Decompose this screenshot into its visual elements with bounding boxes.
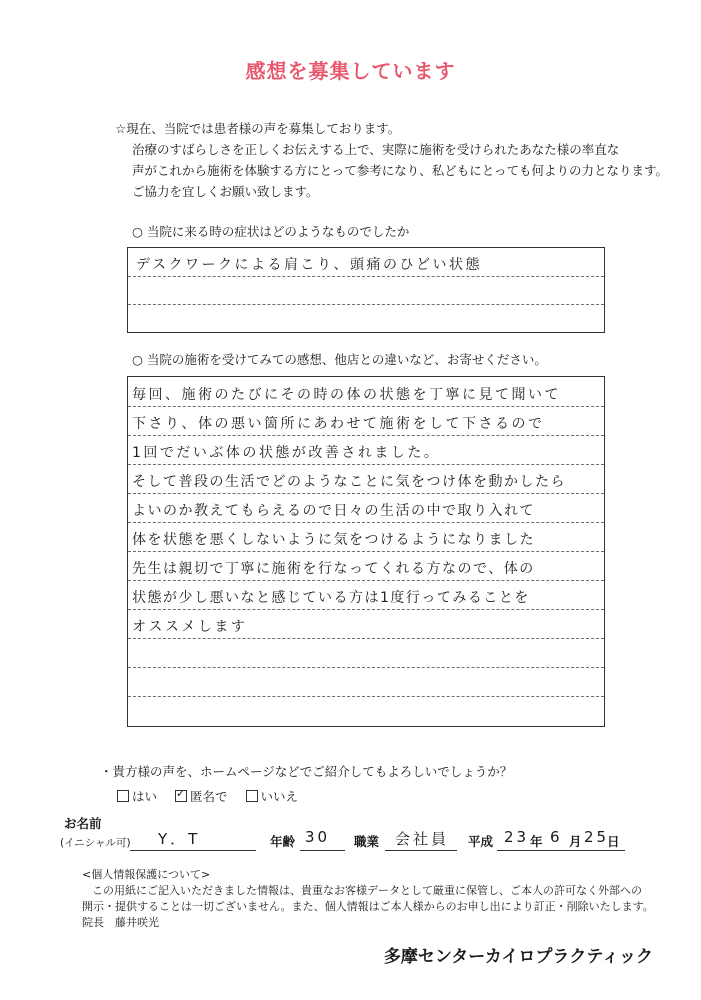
- ruled-line: [128, 276, 604, 277]
- job-underline: [385, 850, 457, 851]
- impressions-answer-line: 体を状態を悪くしないように気をつけるようになりました: [132, 532, 535, 548]
- checkbox-icon[interactable]: [117, 790, 129, 802]
- privacy-line: 開示・提供することは一切ございません。また、個人情報はご本人様からのお申し出により訂正・削除いたします。: [82, 900, 654, 913]
- impressions-answer-line: よいのか教えてもらえるので日々の生活の中で取り入れて: [132, 503, 535, 519]
- privacy-notice: [82, 867, 654, 931]
- checked-checkbox-icon[interactable]: [175, 790, 187, 802]
- job-value: 会社員: [395, 830, 450, 848]
- intro-line: 治療のすばらしさを正しくお伝えする上で、実際に施術を受けられたあなた様の率直な: [132, 142, 620, 157]
- name-value: Y．T: [158, 830, 201, 848]
- age-underline: [300, 850, 345, 851]
- consent-question: ・貴方様の声を、ホームページなどでご紹介してもよろしいでしょうか？: [100, 764, 513, 779]
- impressions-answer-line: 状態が少し悪いなと感じている方は1度行ってみることを: [132, 590, 530, 606]
- question-symptoms-label: ○ 当院に来る時の症状はどのようなものでしたか: [132, 224, 410, 239]
- checkbox-icon[interactable]: [246, 790, 258, 802]
- impressions-answer-line: 毎回、施術のたびにその時の体の状態を丁寧に見て聞いて: [132, 387, 561, 403]
- year-unit: 年: [530, 834, 543, 849]
- consent-option-no[interactable]: いいえ: [246, 789, 299, 804]
- age-value: 30: [305, 828, 331, 846]
- impressions-answer-line: 先生は親切で丁寧に施術を行なってくれる方なので、体の: [132, 561, 535, 577]
- impressions-answer-line: 1回でだいぶ体の状態が改善されました。: [132, 445, 441, 461]
- job-label: 職業: [354, 834, 380, 849]
- name-underline: [130, 850, 256, 851]
- impressions-answer-box[interactable]: [127, 376, 605, 727]
- impressions-answer-line: オススメします: [132, 619, 248, 635]
- symptoms-answer-line: デスクワークによる肩こり、頭痛のひどい状態: [136, 257, 482, 273]
- consent-option-yes[interactable]: はい: [117, 789, 157, 804]
- intro-line: ☆現在、当院では患者様の声を募集しております。: [115, 121, 401, 136]
- intro-line: ご協力を宜しくお願い致します。: [132, 184, 319, 199]
- page-title: 感想を募集しています: [245, 59, 456, 83]
- day-unit: 日: [607, 834, 620, 849]
- intro-text: [115, 118, 675, 202]
- month-value: 6: [550, 828, 563, 846]
- name-label: お名前: [64, 816, 102, 831]
- question-impressions-label: ○ 当院の施術を受けてみての感想、他店との違いなど、お寄せください。: [132, 352, 547, 367]
- era-label: 平成: [468, 834, 494, 849]
- month-unit: 月: [569, 834, 582, 849]
- clinic-name: 多摩センターカイロプラクティック: [383, 947, 653, 967]
- consent-option-anonymous[interactable]: ✓ 匿名で: [175, 789, 228, 804]
- age-label: 年齢: [270, 834, 296, 849]
- impressions-answer-line: 下さり、体の悪い箇所にあわせて施術をして下さるので: [132, 416, 545, 432]
- privacy-signature: 院長 藤井咲光: [82, 916, 159, 929]
- year-value: 23: [504, 828, 530, 846]
- impressions-answer-line: そして普段の生活でどのようなことに気をつけ体を動かしたら: [132, 474, 566, 490]
- date-underline: [497, 850, 625, 851]
- ruled-line: [128, 304, 604, 305]
- name-note: (イニシャル可): [60, 837, 131, 849]
- symptoms-answer-box[interactable]: [127, 247, 605, 333]
- privacy-heading: <個人情報保護について>: [82, 868, 211, 881]
- intro-line: 声がこれから施術を体験する方にとって参考になり、私どもにとっても何よりの力となります。: [132, 163, 669, 178]
- consent-options: [117, 787, 312, 805]
- privacy-line: この用紙にご記入いただきました情報は、貴重なお客様データとして厳重に保管し、ご本人の許可なく外部への: [92, 884, 642, 897]
- day-value: 25: [584, 828, 610, 846]
